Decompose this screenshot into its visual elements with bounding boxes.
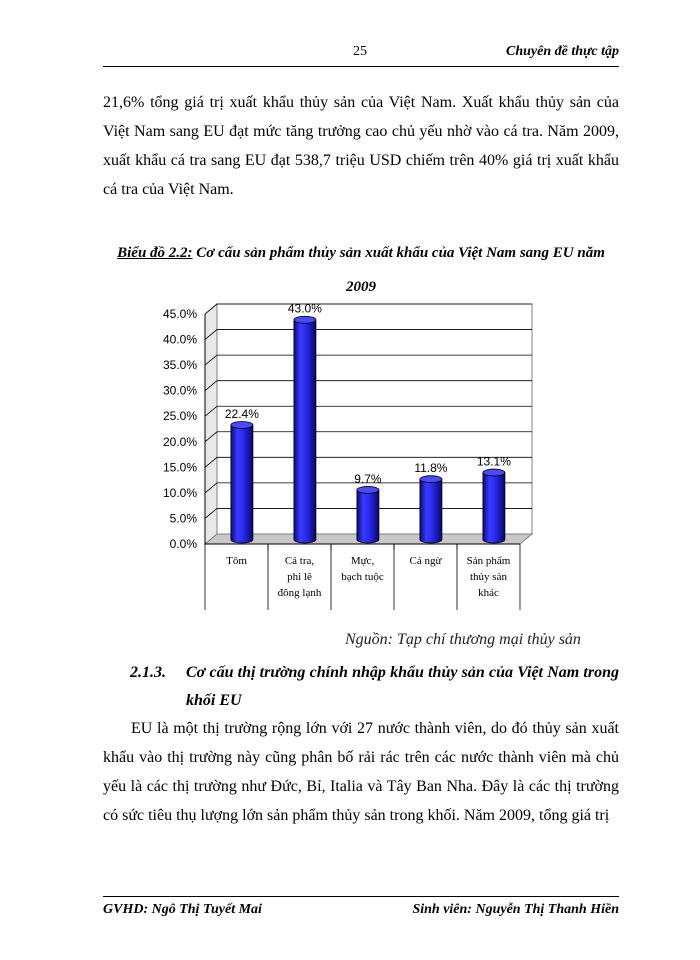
y-tick-label: 20.0% [162,434,197,449]
intro-paragraph: 21,6% tổng giá trị xuất khẩu thủy sản của Việt Nam. Xuất khẩu thủy sản của Việt Nam sang EU đạt mức tăng trưởng cao chủ yếu nhờ vào cá tra. Năm 2009, xuất khẩu cá tra sang EU đạt 538,7 triệu USD chiếm trên 40% giá trị xuất khẩu cá tra của Việt Nam. [103,94,619,198]
student-name: Sinh viên: Nguyễn Thị Thanh Hiền [412,902,619,917]
bar [231,425,253,543]
data-label: 43.0% [287,301,322,316]
bar-top [420,476,442,483]
bar-top [357,486,379,493]
source-note: Nguồn: Tạp chí thương mại thủy sản [345,631,581,648]
section-number: 2.1.3. [130,664,166,681]
x-tick-label: khác [478,587,499,599]
section-title: Cơ cấu thị trường chính nhập khẩu thủy sản của Việt Nam trong khối EU [186,664,619,709]
data-label: 22.4% [224,407,259,422]
page-number: 25 [353,44,367,59]
y-tick-label: 10.0% [162,485,197,500]
x-tick-label: thủy sản [470,571,507,583]
x-tick-label: đông lạnh [277,587,322,599]
document-title: Chuyên đề thực tập [505,44,619,59]
header-rule [103,66,619,67]
figure-title: Cơ cấu sản phẩm thủy sản xuất khẩu của Việt Nam sang EU năm 2009 [192,245,605,295]
footer-rule [103,896,619,897]
y-tick-label: 35.0% [162,358,197,373]
bar [357,490,379,543]
x-tick-label: Cá tra, [284,555,315,567]
y-tick-label: 25.0% [162,409,197,424]
page-header [103,44,619,64]
x-tick-label: bạch tuộc [341,571,384,583]
figure-label: Biểu đồ 2.2: [117,245,193,261]
x-tick-label: phi lê [287,571,312,583]
y-tick-label: 0.0% [169,537,197,551]
bar [483,473,505,543]
data-label: 11.8% [414,461,448,476]
x-tick-label: Sản phẩm [466,555,511,567]
bar-top [294,316,316,323]
data-label: 9.7% [354,471,382,486]
body-paragraph: EU là một thị trường rộng lớn với 27 nước thành viên, do đó thủy sản xuất khẩu vào thị trường này cũng phân bố rải rác trên các nước thành viên mà chủ yếu là các thị trường như Đức, Bỉ, Italia và Tây Ban Nha. Đây là các thị trường có sức tiêu thụ lượng lớn sản phẩm thủy sản trong khối. Năm 2009, tổng giá trị [103,720,619,824]
x-tick-label: Mực, [350,555,375,567]
bar [294,320,316,543]
y-tick-label: 40.0% [162,332,197,347]
y-tick-label: 45.0% [162,307,197,321]
y-tick-label: 30.0% [162,383,197,398]
y-tick-label: 5.0% [169,511,197,526]
y-tick-label: 15.0% [162,460,197,475]
x-tick-label: Cá ngừ [409,555,442,567]
bar-top [483,469,505,476]
bar-top [231,422,253,429]
bar-chart [0,290,700,630]
x-tick-label: Tôm [226,555,247,567]
supervisor-name: GVHD: Ngô Thị Tuyết Mai [103,902,262,917]
side-wall [205,304,217,544]
data-label: 13.1% [476,454,511,469]
bar [420,479,442,543]
